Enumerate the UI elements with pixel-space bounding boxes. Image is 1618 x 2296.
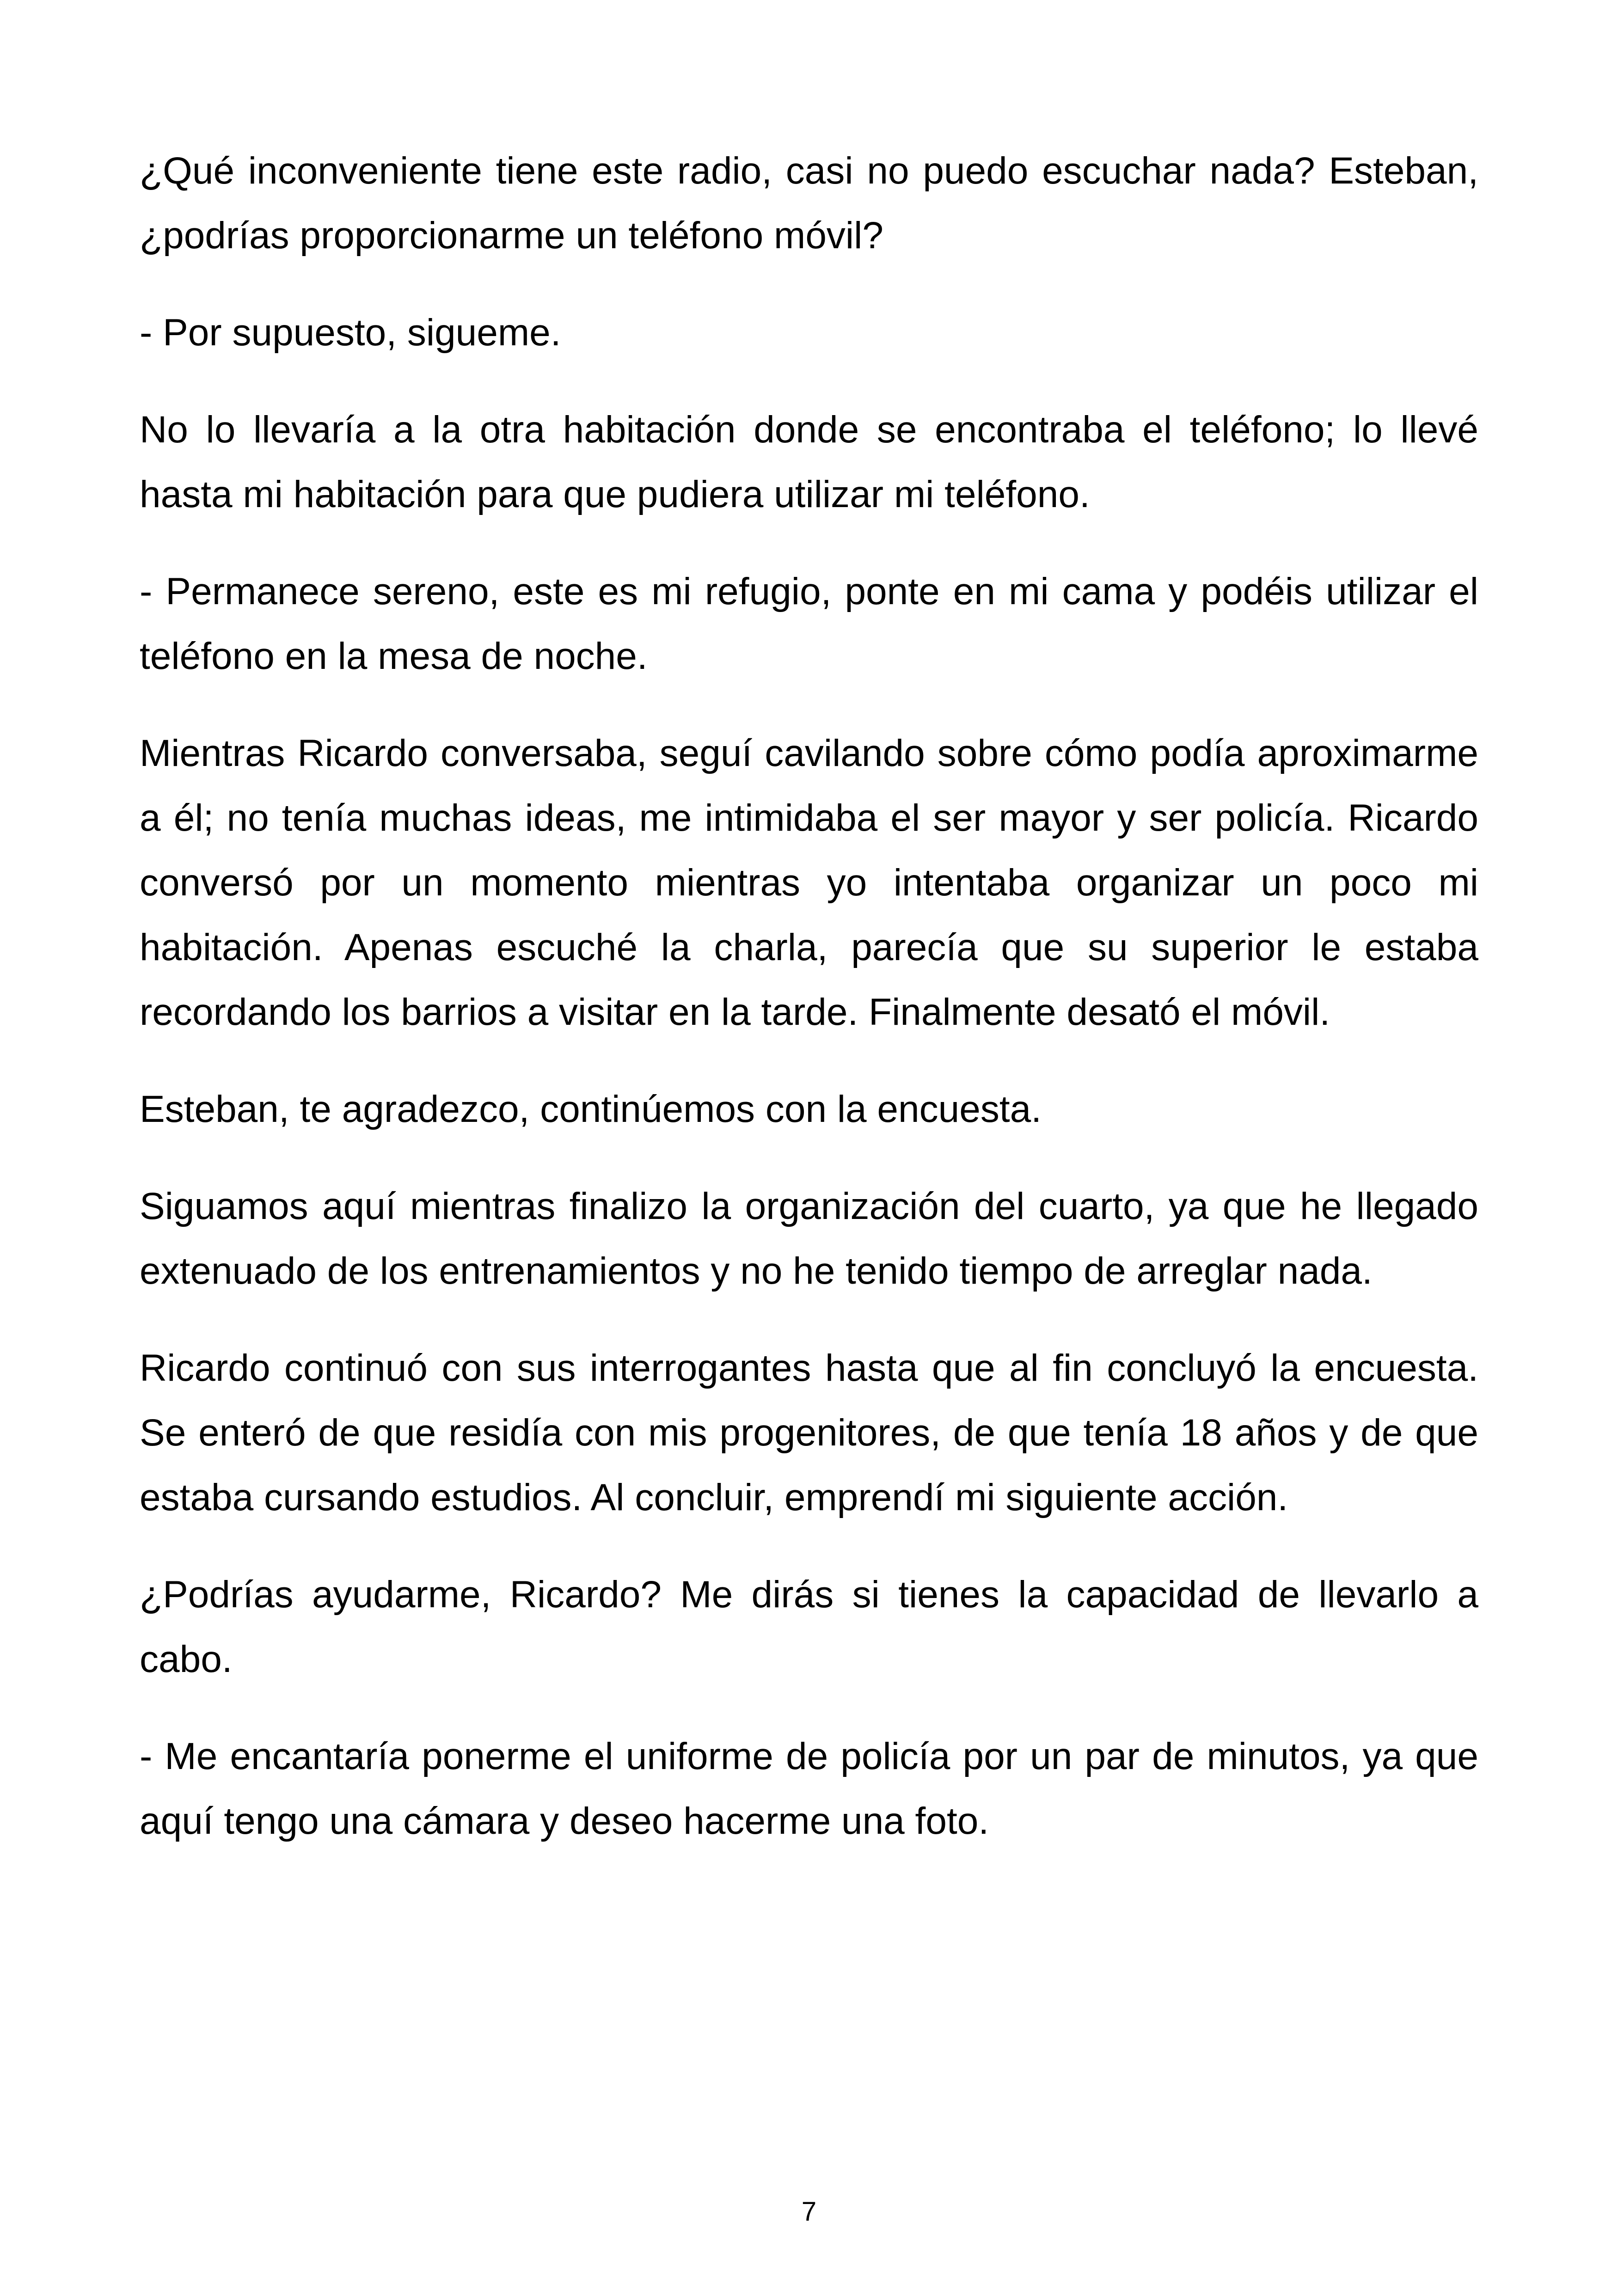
- paragraph: No lo llevaría a la otra habitación donde se encontraba el teléfono; lo llevé hasta mi habitación para que pudiera utilizar mi teléfono.: [140, 409, 1478, 515]
- body-text: [140, 139, 1478, 1886]
- paragraph: ¿Qué inconveniente tiene este radio, casi no puedo escuchar nada? Esteban, ¿podrías proporcionarme un teléfono móvil?: [140, 150, 1478, 257]
- paragraph: - Permanece sereno, este es mi refugio, ponte en mi cama y podéis utilizar el teléfono en la mesa de noche.: [140, 570, 1478, 677]
- paragraph: - Me encantaría ponerme el uniforme de policía por un par de minutos, ya que aquí tengo una cámara y deseo hacerme una foto.: [140, 1735, 1478, 1842]
- paragraph: ¿Podrías ayudarme, Ricardo? Me dirás si tienes la capacidad de llevarlo a cabo.: [140, 1574, 1478, 1680]
- paragraph: Esteban, te agradezco, continúemos con la encuesta.: [140, 1088, 1042, 1130]
- paragraph: Siguamos aquí mientras finalizo la organización del cuarto, ya que he llegado extenuado de los entrenamientos y no he tenido tiempo de arreglar nada.: [140, 1185, 1478, 1292]
- paragraph: Mientras Ricardo conversaba, seguí cavilando sobre cómo podía aproximarme a él; no tenía muchas ideas, me intimidaba el ser mayor y ser policía. Ricardo conversó por un momento mientras yo intentaba organizar un poco mi habitación. Apenas escuché la charla, parecía que su superior le estaba recordando los barrios a visitar en la tarde. Finalmente desató el móvil.: [140, 732, 1478, 1033]
- page-number: 7: [801, 2197, 817, 2227]
- paragraph: Ricardo continuó con sus interrogantes hasta que al fin concluyó la encuesta. Se enteró de que residía con mis progenitores, de que tenía 18 años y de que estaba cursando estudios. Al concluir, emprendí mi siguiente acción.: [140, 1347, 1478, 1518]
- paragraph: - Por supuesto, sigueme.: [140, 312, 561, 354]
